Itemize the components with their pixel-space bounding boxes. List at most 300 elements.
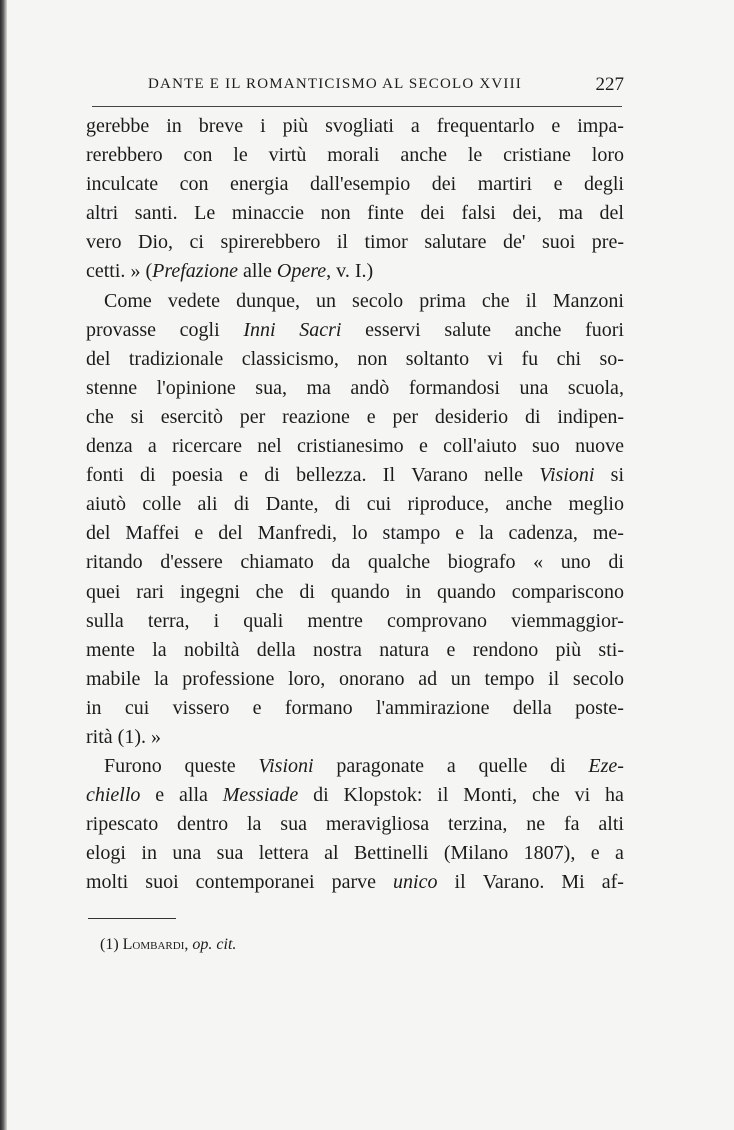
text-span: in <box>86 696 102 719</box>
word <box>86 490 126 519</box>
text-span: dei <box>420 202 445 225</box>
word <box>406 578 422 607</box>
word <box>339 665 405 694</box>
word <box>151 723 161 752</box>
word <box>447 752 456 781</box>
text-span: cadenza, <box>508 522 578 545</box>
text-span: viemmaggior- <box>511 609 624 632</box>
text-span: del <box>218 522 243 545</box>
text-span: in <box>166 115 182 137</box>
text-span: a <box>147 435 157 458</box>
word <box>285 694 353 723</box>
text-span: per <box>392 405 418 428</box>
text-span: ma <box>558 202 583 225</box>
word <box>591 839 600 868</box>
word <box>182 665 274 694</box>
word <box>332 868 376 897</box>
word <box>177 810 228 839</box>
text-span: dall'esempio <box>310 173 411 196</box>
word <box>157 374 236 403</box>
text-span: ( <box>145 260 153 283</box>
word <box>136 578 164 607</box>
word <box>553 287 624 316</box>
word <box>148 432 157 461</box>
word <box>247 810 261 839</box>
text-span: si <box>130 405 144 428</box>
word <box>140 461 156 490</box>
word <box>451 665 471 694</box>
word <box>558 199 582 228</box>
text-span: e <box>446 638 456 661</box>
text-span: il <box>437 784 449 807</box>
text-span: cristiane <box>503 144 571 167</box>
text-line <box>86 403 624 432</box>
text-span: si <box>610 464 624 487</box>
text-span: non <box>357 347 388 370</box>
word <box>455 868 466 897</box>
word <box>368 548 430 577</box>
text-span: lo <box>352 522 368 545</box>
word <box>483 868 545 897</box>
word <box>488 345 504 374</box>
text-span: Dio, <box>138 231 174 254</box>
word <box>448 810 507 839</box>
text-span: meravigliosa <box>325 813 430 836</box>
word <box>344 781 423 810</box>
word <box>184 636 240 665</box>
footnote-author: Lombardi <box>122 936 185 953</box>
word <box>484 665 534 694</box>
word <box>86 519 110 548</box>
word <box>437 781 448 810</box>
text-span: indipen- <box>557 405 624 428</box>
word <box>86 839 126 868</box>
text-line <box>86 461 624 490</box>
italic-text: chiello <box>86 784 141 807</box>
text-span: non <box>320 202 351 225</box>
word <box>230 170 289 199</box>
word <box>437 112 535 141</box>
word <box>86 228 122 257</box>
word <box>269 141 307 170</box>
word <box>277 257 331 286</box>
word <box>387 607 487 636</box>
word <box>522 345 539 374</box>
footnote <box>100 936 236 954</box>
word <box>296 461 367 490</box>
text-span: le <box>467 144 483 167</box>
word <box>154 665 168 694</box>
word <box>218 519 242 548</box>
text-span: loro <box>591 144 624 167</box>
text-span: poste- <box>575 696 624 719</box>
text-span: al <box>324 842 339 865</box>
word <box>352 519 368 548</box>
text-span: salutare <box>424 231 487 254</box>
text-span: so- <box>599 347 624 370</box>
word <box>239 461 248 490</box>
text-span: il <box>525 289 537 312</box>
text-span: (1). <box>117 725 146 748</box>
word <box>313 781 329 810</box>
text-line <box>86 578 624 607</box>
text-line <box>86 199 624 228</box>
text-span: e <box>590 842 600 865</box>
text-span: da <box>331 551 351 574</box>
word <box>533 548 543 577</box>
word <box>86 170 158 199</box>
text-span: del <box>599 202 624 225</box>
text-span: af- <box>601 871 624 894</box>
text-line <box>86 432 624 461</box>
body-text <box>86 112 624 898</box>
text-span: ha <box>605 784 624 807</box>
text-span: professione <box>182 667 275 690</box>
text-line <box>86 345 624 374</box>
word <box>180 170 209 199</box>
word <box>194 199 215 228</box>
text-span: cui <box>124 696 150 719</box>
text-span: con <box>179 173 209 196</box>
word <box>236 287 300 316</box>
text-span: qualche <box>367 551 431 574</box>
word <box>306 374 330 403</box>
text-span: loro, <box>288 667 326 690</box>
word <box>86 141 163 170</box>
text-span: » <box>130 260 141 283</box>
text-span: nel <box>257 435 282 458</box>
word <box>482 287 510 316</box>
word <box>145 257 238 286</box>
footnote-rule <box>88 918 176 919</box>
text-span: alle <box>243 260 272 283</box>
word <box>86 810 158 839</box>
italic-text: Eze- <box>588 755 624 778</box>
text-span: ma <box>306 376 331 399</box>
word <box>515 316 562 345</box>
word <box>198 490 218 519</box>
word <box>86 781 140 810</box>
text-line <box>86 490 624 519</box>
word <box>257 432 281 461</box>
word <box>575 781 591 810</box>
text-span: comprovano <box>386 609 487 632</box>
text-span: secolo <box>572 667 624 690</box>
word <box>86 199 118 228</box>
word <box>511 607 624 636</box>
word <box>86 636 135 665</box>
word <box>367 403 376 432</box>
word <box>367 199 404 228</box>
word <box>260 112 266 141</box>
text-span: , <box>326 260 332 283</box>
word <box>400 141 447 170</box>
text-span: Varano. <box>482 871 545 894</box>
word <box>185 752 236 781</box>
word <box>526 810 545 839</box>
text-span: le <box>233 144 248 167</box>
text-span: esservi <box>365 318 421 341</box>
word <box>240 403 266 432</box>
text-line <box>86 287 624 316</box>
word <box>258 519 337 548</box>
text-span: a <box>615 842 624 865</box>
text-span: me- <box>592 522 624 545</box>
word <box>406 345 469 374</box>
italic-text: Prefazione <box>152 260 239 283</box>
word <box>131 403 144 432</box>
word <box>598 810 624 839</box>
text-span: Come <box>104 289 152 312</box>
text-span: di <box>313 784 329 807</box>
word <box>376 694 490 723</box>
text-span: una <box>519 376 549 399</box>
text-span: santi. <box>134 202 178 225</box>
word <box>173 694 230 723</box>
word <box>172 461 223 490</box>
text-span: sua, <box>255 376 287 399</box>
text-line <box>86 810 624 839</box>
word <box>564 810 580 839</box>
text-span: Manfredi, <box>257 522 338 545</box>
text-span: vissero <box>172 696 230 719</box>
word <box>280 810 307 839</box>
text-span: anche <box>505 493 553 516</box>
text-span: ricercare <box>172 435 243 458</box>
word <box>199 112 243 141</box>
text-span: del <box>86 347 111 370</box>
word <box>141 839 157 868</box>
text-span: tempo <box>484 667 535 690</box>
text-span: rerebbero <box>86 144 163 167</box>
word <box>437 578 496 607</box>
text-span: vi <box>487 347 504 370</box>
text-span: formano <box>284 696 353 719</box>
word <box>446 636 455 665</box>
word <box>135 199 178 228</box>
text-span: il <box>454 871 466 894</box>
word <box>525 403 541 432</box>
text-line <box>86 723 624 752</box>
text-span: della <box>512 696 552 719</box>
text-span: denza <box>86 435 133 458</box>
text-span: pre- <box>591 231 624 254</box>
footnote-separator: , <box>184 936 189 953</box>
text-span: cetti. <box>86 260 126 283</box>
word <box>264 461 280 490</box>
word <box>598 636 624 665</box>
word <box>118 723 146 752</box>
word <box>532 781 560 810</box>
text-span: queste <box>184 755 236 778</box>
word <box>125 694 149 723</box>
text-span: ritando <box>86 551 143 574</box>
text-span: svogliati <box>325 115 394 137</box>
word <box>611 461 624 490</box>
word <box>365 316 421 345</box>
text-span: anche <box>514 318 562 341</box>
word <box>411 112 420 141</box>
text-span: finte <box>367 202 404 225</box>
word <box>331 548 350 577</box>
word <box>550 752 566 781</box>
word <box>223 781 299 810</box>
word <box>350 374 389 403</box>
text-line <box>86 839 624 868</box>
text-span: di <box>140 464 156 487</box>
text-span: » <box>150 725 161 748</box>
word <box>179 781 208 810</box>
text-span: secolo <box>352 289 404 312</box>
italic-text: Inni <box>243 318 276 341</box>
word <box>253 694 262 723</box>
word <box>86 548 143 577</box>
text-span: con <box>183 144 213 167</box>
text-span: Mi <box>561 871 585 894</box>
word <box>86 665 140 694</box>
word <box>509 519 578 548</box>
word <box>556 636 582 665</box>
text-span: timor <box>364 231 408 254</box>
word <box>505 490 552 519</box>
text-span: una <box>172 842 202 865</box>
text-line <box>86 607 624 636</box>
word <box>172 839 201 868</box>
word <box>420 199 444 228</box>
text-span: suoi <box>145 871 179 894</box>
word <box>513 694 552 723</box>
word <box>605 781 624 810</box>
word <box>542 228 575 257</box>
word <box>86 403 114 432</box>
word <box>577 112 624 141</box>
text-span: fu <box>521 347 539 370</box>
text-span: gerebbe <box>86 115 150 137</box>
text-span: mentre <box>307 609 363 632</box>
word <box>180 316 220 345</box>
text-span: cui <box>366 493 392 516</box>
text-line <box>86 141 624 170</box>
text-span: a <box>446 755 456 778</box>
text-span: quelle <box>478 755 528 778</box>
word <box>86 723 113 752</box>
word <box>217 839 244 868</box>
word <box>512 578 624 607</box>
word <box>161 403 223 432</box>
text-span: « <box>533 551 544 574</box>
text-span: l'opinione <box>156 376 236 399</box>
text-span: sulla <box>86 609 124 632</box>
text-span: lettera <box>258 842 309 865</box>
text-line <box>86 170 624 199</box>
text-span: paragonate <box>336 755 425 778</box>
text-span: in <box>141 842 157 865</box>
binding-edge <box>0 0 7 1130</box>
text-span: i <box>260 115 266 137</box>
word <box>561 868 584 897</box>
word <box>194 519 203 548</box>
word <box>419 432 428 461</box>
text-span: che <box>481 289 510 312</box>
word <box>266 490 319 519</box>
word <box>86 607 124 636</box>
word <box>152 636 166 665</box>
word <box>557 403 624 432</box>
word <box>240 548 313 577</box>
word <box>461 199 495 228</box>
text-span: mente <box>86 638 135 661</box>
text-span: l'ammirazione <box>375 696 490 719</box>
word <box>383 461 395 490</box>
text-span: per <box>239 405 266 428</box>
word <box>519 374 548 403</box>
word <box>86 694 102 723</box>
text-span: scuola, <box>567 376 624 399</box>
word <box>327 141 379 170</box>
text-span: desiderio <box>434 405 509 428</box>
text-span: rari <box>136 580 165 603</box>
text-span: riproduce, <box>407 493 490 516</box>
text-span: virtù <box>268 144 307 167</box>
text-span: altri <box>86 202 119 225</box>
word <box>326 810 429 839</box>
text-line <box>86 781 624 810</box>
text-span: che <box>255 580 284 603</box>
word <box>310 170 410 199</box>
word <box>575 694 624 723</box>
text-span: parve <box>331 871 376 894</box>
header-rule <box>92 106 622 107</box>
text-span: rendono <box>472 638 539 661</box>
text-span: i <box>213 609 220 632</box>
word <box>608 548 624 577</box>
text-span: e <box>553 173 563 196</box>
text-span: la <box>152 638 167 661</box>
text-span: vedete <box>167 289 221 312</box>
word <box>104 752 162 781</box>
word <box>282 403 350 432</box>
word <box>316 287 336 316</box>
word <box>393 868 437 897</box>
text-span: Maffei <box>125 522 180 545</box>
word <box>592 141 624 170</box>
word <box>155 781 164 810</box>
word <box>573 665 624 694</box>
text-span: quali <box>243 609 284 632</box>
running-title: DANTE E IL ROMANTICISMO AL SECOLO XVIII <box>148 76 522 92</box>
word <box>255 374 287 403</box>
text-span: e <box>194 522 204 545</box>
text-span: salute <box>444 318 492 341</box>
word <box>297 432 404 461</box>
word <box>548 665 559 694</box>
word <box>336 752 424 781</box>
text-span: suoi <box>541 231 576 254</box>
text-span: ripescato <box>86 813 159 836</box>
word <box>160 548 222 577</box>
word <box>524 839 576 868</box>
text-span: e <box>366 405 376 428</box>
word <box>615 839 624 868</box>
text-span: Monti, <box>463 784 518 807</box>
footnote-reference: op. cit. <box>192 936 237 953</box>
text-span: elogi <box>86 842 126 865</box>
text-span: provasse <box>86 318 156 341</box>
word <box>142 490 181 519</box>
text-span: Varano <box>411 464 468 487</box>
word <box>256 578 284 607</box>
word <box>86 112 149 141</box>
